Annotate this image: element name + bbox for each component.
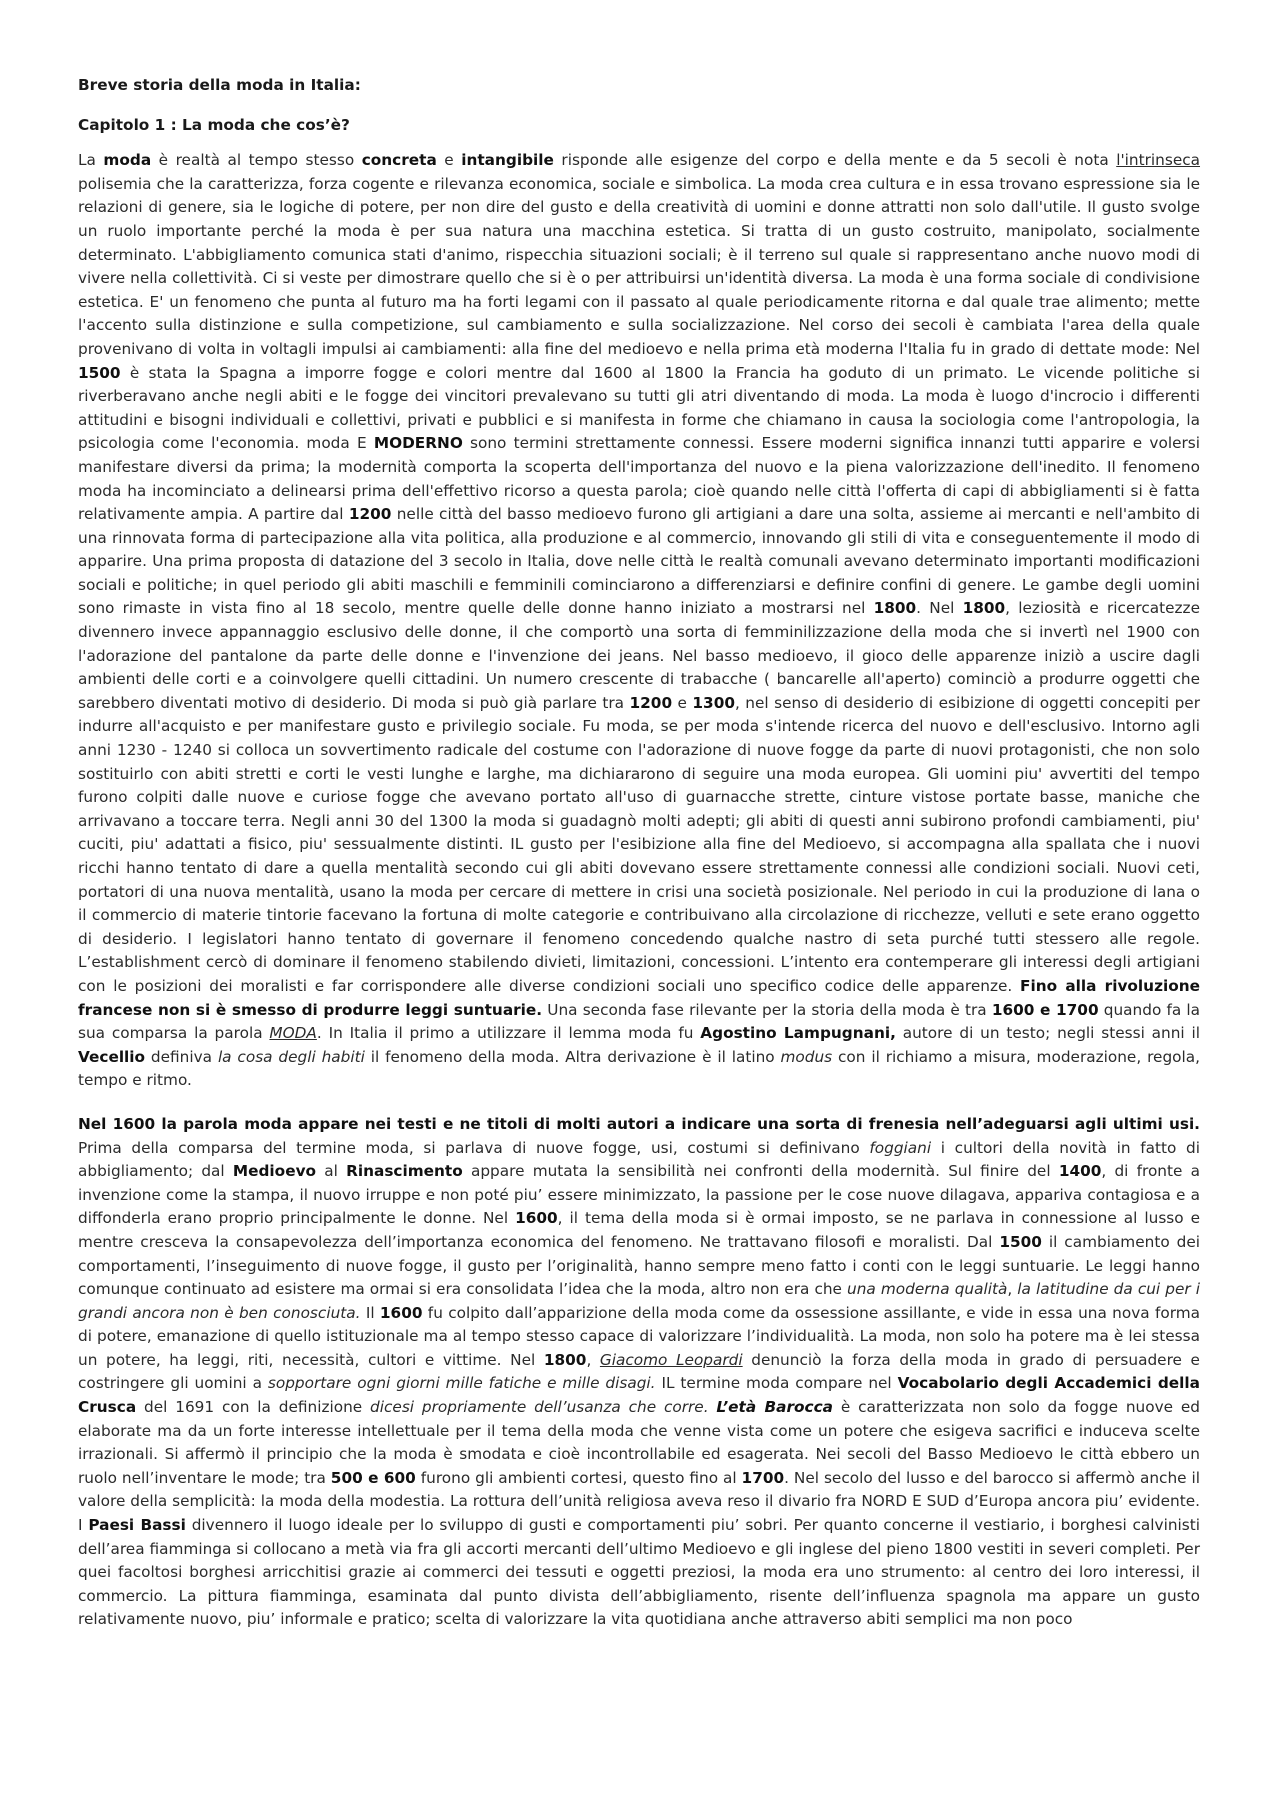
body-text: i cultori della novità in fatto di abbigliamento; dal [78,1138,1200,1181]
emphasis-text: dicesi propriamente dell’usanza che corre. [370,1398,709,1417]
body-text: , nel senso di desiderio di esibizione di oggetti concepiti per indurre all'acquisto e per manifestare gusto e privilegio sociale. Fu moda, se per moda s'intende ricerca del nuovo e dell'esclusivo. Intorno agli anni 1230 - 1240 si colloca un sovvertimento radicale del costume con l'adorazione di nuove fogge da parte di nuovi protagonisti, che non solo sostituirlo con abiti stretti e corti le vesti lunghe e larghe, ma dichiararono di seguire una moda europea. Gli uomini piu' avvertiti del tempo furono colpiti dalle nuove e curiose fogge che avevano portato all'uso di guarnacche strette, cinture vistose portate basse, maniche che arrivavano a toccare terra. Negli anni 30 del 1300 la moda si guadagnò molti adepti; gli abiti di questi anni subirono profondi cambiamenti, piu' cuciti, piu' adattati a fisico, piu' sessualmente distinti. IL gusto per l'esibizione alla fine del Medioevo, si accompagna alla spallata che i nuovi ricchi hanno tentato di dare a quella mentalità secondo cui gli abiti dovevano essere strettamente connessi alle condizioni sociali. Nuovi ceti, portatori di una nuova mentalità, usano la moda per cercare di mettere in crisi una società posizionale. Nel periodo in cui la produzione di lana o il commercio di materie tintorie facevano la fortuna di molte categorie e contribuivano alla circolazione di ricchezze, velluti e sete erano oggetto di desiderio. I legislatori hanno tentato di governare il fenomeno concedendo qualche nastro di seta purché tutti stessero alle regole. L’establishment cercò di dominare il fenomeno stabilendo divieti, limitazioni, concessioni. L’intento era contemperare gli interessi degli artigiani con le posizioni dei moralisti e far corrispondere alle diverse condizioni sociali uno specifico codice delle apparenze. [78,693,1200,995]
emphasis-text: Medioevo [232,1162,317,1181]
paragraph-2 [78,1113,1200,1632]
body-text: quando fa la sua comparsa la parola [78,1000,1201,1043]
body-text: furono gli ambienti cortesi, questo fino al [415,1468,742,1487]
body-text: divennero il luogo ideale per lo sviluppo di gusti e comportamenti piu’ sobri. Per quanto concerne il vestiario, i borghesi calvinisti dell’area fiamminga si collocano a metà via fra gli accorti mercanti dell’ultimo Medioevo e gli inglese del pieno 1800 vestiti in severi completi. Per quei facoltosi borghesi arricchitisi grazie ai commerci dei tessuti e oggetti preziosi, la moda era uno strumento: al centro dei loro interessi, il commercio. La pittura fiamminga, esaminata dal punto divista dell’abbigliamento, risente dell’influenza spagnola ma appare un gusto relativamente nuovo, piu’ informale e pratico; scelta di valorizzare la vita quotidiana anche attraverso abiti semplici ma non poco [78,1516,1201,1629]
body-text: è caratterizzata non solo da fogge nuove ed elaborate ma da un forte interesse intellettuale per il tema della moda che venne vista come un potere che esigeva sacrifici e induceva scelte irrazionali. Si affermò il principio che la moda è smodata e cioè incontrollabile ed esagerata. Nei secoli del Basso Medioevo le città ebbero un ruolo nell’inventare le mode; tra [78,1398,1200,1487]
emphasis-text: Vecellio [78,1047,146,1066]
emphasis-text: 1600 [515,1209,558,1228]
body-text: sono termini strettamente connessi. Essere moderni significa innanzi tutti apparire e volersi manifestare diversi da prima; la modernità comporta la scoperta dell'importanza del nuovo e la piena valorizzazione dell'inedito. Il fenomeno moda ha incominciato a delinearsi prima dell'effettivo ricorso a questa parola; cioè quando nelle città l'offerta di capi di abbigliamenti si è fatta relativamente ampia. A partire dal [78,434,1200,524]
emphasis-text: intangibile [461,151,554,170]
body-text: . Nel secolo del lusso e del barocco si affermò anche il valore della semplicità: la moda della modestia. La rottura dell’unità religiosa aveva reso il divario fra NORD E SUD d’Europa ancora piu’ evidente. I [78,1468,1200,1535]
emphasis-text: 1500 [78,363,121,382]
body-text: denunciò la forza della moda in grado di persuadere e costringere gli uomini a [78,1350,1200,1393]
body-text: . Nel [916,599,963,618]
emphasis-text: Rinascimento [346,1162,463,1181]
emphasis-text: MODERNO [373,434,463,453]
emphasis-text: Paesi Bassi [88,1516,186,1535]
emphasis-text: 1800 [873,599,917,618]
emphasis-text: la cosa degli habiti [217,1047,365,1066]
emphasis-text: modus [780,1047,833,1066]
body-text: polisemia che la caratterizza, forza cogente e rilevanza economica, sociale e simbolica. La moda crea cultura e in essa trovano espressione sia le relazioni di genere, sia le logiche di potere, per non dire del gusto e della creatività di uomini e donne attratti non solo dall'utile. Il gusto svolge un ruolo importante perché la moda è per sua natura una macchina estetica. Si tratta di un gusto costruito, manipolato, socialmente determinato. L'abbigliamento comunica stati d'animo, rispecchia situazioni sociali; è il terreno sul quale si rappresentano anche nuovo modi di vivere nella collettività. Ci si veste per dimostrare quello che si è o per attribuirsi un'identità diversa. La moda è una forma sociale di condivisione estetica. E' un fenomeno che punta al futuro ma ha forti legami con il passato al quale periodicamente ritorna e dal quale trae alimento; mette l'accento sulla distinzione e sulla competizione, sul cambiamento e sulla socializzazione. Nel corso dei secoli è cambiata l'area della quale provenivano di volta in voltagli impulsi ai cambiamenti: alla fine del medioevo e nella prima età moderna l'Italia fu in grado di dettate mode: Nel [78,174,1200,358]
emphasis-text: foggiani [869,1138,932,1157]
body-text: IL termine moda compare nel [655,1374,898,1393]
emphasis-text: una moderna qualità [847,1280,1008,1299]
body-text: appare mutata la sensibilità nei confronti della modernità. Sul finire del [462,1162,1059,1181]
emphasis-text: l'intrinseca [1116,151,1201,170]
body-text: nelle città del basso medioevo furono gli artigiani a dare una solta, assieme ai mercanti e nell'ambito di una rinnovata forma di partecipazione alla vita politica, alla produzione e al commercio, innovando gli stili di vita e conseguentemente il modo di apparire. Una prima proposta di datazione del 3 secolo in Italia, dove nelle città le realtà comunali avevano determinato importanti modificazioni sociali e politiche; in quel periodo gli abiti maschili e femminili cominciarono a differenziarsi e definire confini di genere. Le gambe degli uomini sono rimaste in vista fino al 18 secolo, mentre quelle delle donne hanno iniziato a mostrarsi nel [78,505,1200,618]
body-text: è realtà al tempo stesso [151,151,362,170]
document-title: Breve storia della moda in Italia: [78,76,361,94]
body-text: fu colpito dall’apparizione della moda come da ossessione assillante, e vide in essa una nova forma di potere, emanazione di quello istituzionale ma al tempo stesso capace di valorizzare l’individualità. La moda, non solo ha potere ma è lei stessa un potere, ha leggi, riti, necessità, cultori e vittime. Nel [78,1303,1200,1369]
body-text: La [78,151,104,170]
body-text: è stata la Spagna a imporre fogge e colori mentre dal 1600 al 1800 la Francia ha goduto di un primato. Le vicende politiche si riverberavano anche negli abiti e le fogge dei vincitori prevalevano su tutti gli atri diventando di moda. La moda è luogo d'incrocio i differenti attitudini e bisogni individuali e collettivi, privati e pubblici e si manifesta in forme che chiamano in causa la sociologia come l'antropologia, la psicologia come l'economia. moda E [78,363,1200,453]
emphasis-text: Giacomo Leopardi [599,1350,743,1369]
body-text: , di fronte a invenzione come la stampa, il nuovo irruppe e non poté piu’ essere minimizzato, la passione per le cose nuove dilagava, appariva contagiosa e a diffonderla erano proprio principalmente le donne. Nel [78,1162,1200,1228]
paragraph-1 [78,149,1200,1093]
emphasis-text: 1200 [348,505,392,524]
body-text: definiva [145,1047,218,1066]
body-text: Una seconda fase rilevante per la storia della moda è tra [542,1000,992,1019]
body-text: autore di un testo; negli stessi anni il [895,1024,1201,1043]
emphasis-text: 1400 [1058,1162,1102,1181]
body-text: al [316,1162,347,1181]
emphasis-text: sopportare ogni giorni mille fatiche e mille disagi. [267,1374,656,1393]
body-text: Prima della comparsa del termine moda, si parlava di nuove fogge, usi, costumi si definivano [78,1138,870,1157]
emphasis-text: la latitudine da cui per i grandi ancora non è ben conosciuta. [78,1280,1200,1322]
emphasis-text: Fino alla rivoluzione francese non si è smesso di produrre leggi suntuarie. [78,976,1200,1019]
emphasis-text: Vocabolario degli Accademici della Crusca [78,1374,1200,1417]
body-text: , [586,1350,600,1369]
emphasis-text: 1500 [999,1232,1042,1251]
emphasis-text: Agostino Lampugnani, [700,1024,896,1043]
body-text: risponde alle esigenze del corpo e della mente e da 5 secoli è nota [553,151,1117,170]
emphasis-text: 1600 e 1700 [991,1000,1099,1019]
body-text: e [436,151,462,170]
body-text: , leziosità e ricercatezze divennero invece appannaggio esclusivo delle donne, il che comportò una sorta di femminilizzazione della moda che si invertì nel 1900 con l'adorazione del pantalone da parte delle donne e l'invenzione dei jeans. Nel basso medioevo, il gioco delle apparenze iniziò a uscire dagli ambienti delle corti e a coinvolgere quelli cittadini. Un numero crescente di trabacche ( bancarelle all'aperto) cominciò a produrre oggetti che sarebbero diventati motivo di desiderio. Di moda si può già parlare tra [78,599,1200,712]
emphasis-text: 1200 [629,693,673,712]
emphasis-text: 1800 [543,1350,587,1369]
emphasis-text: Nel 1600 la parola moda appare nei testi e ne titoli di molti autori a indicare una sorta di frenesia nell’adeguarsi agli ultimi usi. [78,1114,1200,1133]
emphasis-text: L’età Barocca [716,1398,833,1417]
emphasis-text: 1700 [741,1468,785,1487]
body-text: , [1007,1280,1018,1299]
emphasis-text: 1600 [379,1303,423,1322]
emphasis-text: 1800 [962,599,1006,618]
emphasis-text: 500 e 600 [330,1468,416,1487]
document-page [78,74,1200,1632]
body-text: , il tema della moda si è ormai imposto, se ne parlava in connessione al lusso e mentre cresceva la consapevolezza dell’importanza economica del fenomeno. Ne trattavano filosofi e moralisti. Dal [78,1209,1201,1251]
body-text: del 1691 con la definizione [136,1398,371,1417]
body-text: . In Italia il primo a utilizzare il lemma moda fu [316,1024,701,1043]
body-text: Il [360,1303,380,1322]
body-text: con il richiamo a misura, moderazione, regola, tempo e ritmo. [78,1047,1200,1090]
body-text: e [672,693,693,712]
emphasis-text: moda [103,151,152,170]
emphasis-text: concreta [361,151,437,170]
body-text: il cambiamento dei comportamenti, l’inseguimento di nuove fogge, il gusto per l’originalità, hanno sempre meno fatto i conti con le leggi suntuarie. Le leggi hanno comunque continuato ad esistere ma ormai si era consolidata l’idea che la moda, altro non era che [78,1232,1200,1299]
body-text: il fenomeno della moda. Altra derivazione è il latino [364,1047,781,1066]
emphasis-text: MODA [269,1024,317,1043]
emphasis-text: 1300 [692,693,735,712]
chapter-title: Capitolo 1 : La moda che cos’è? [78,115,350,134]
